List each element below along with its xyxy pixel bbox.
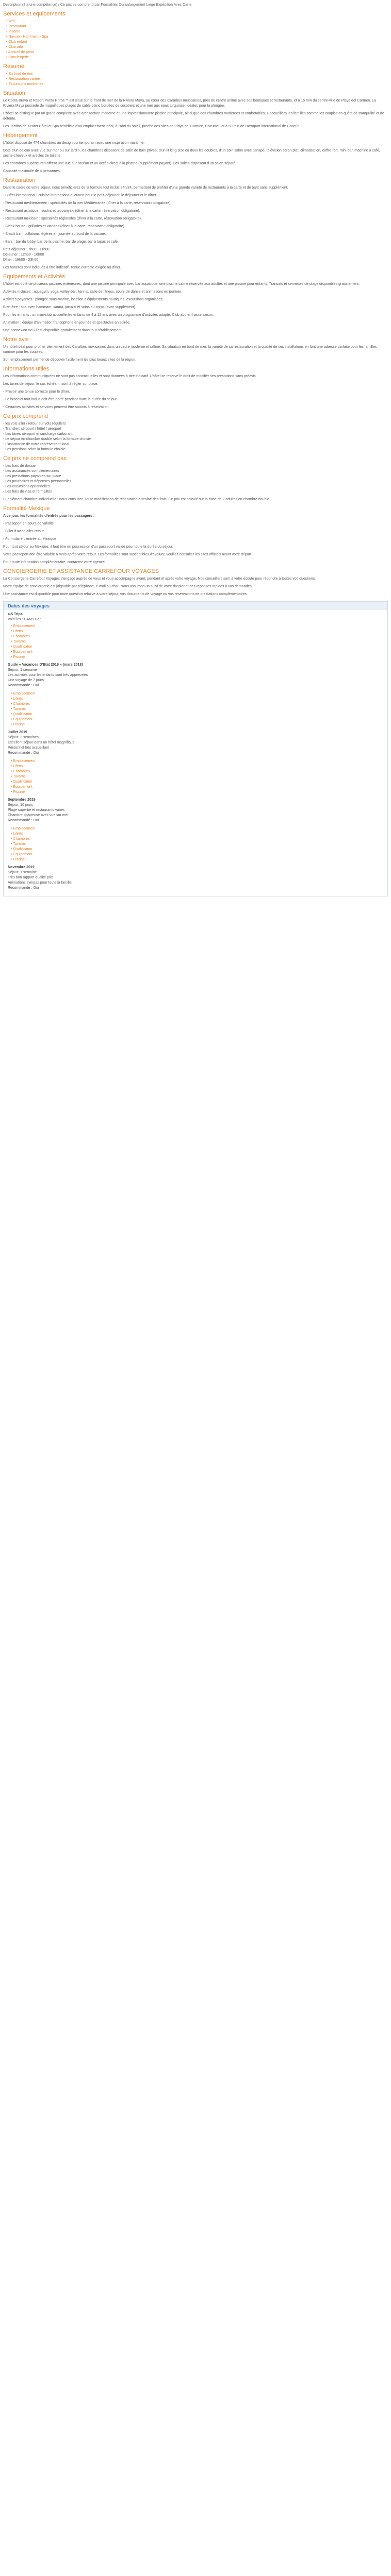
recommend-value: Oui [33, 684, 39, 687]
list-item: • Liferts [11, 764, 383, 769]
paragraph: Les taxes de séjour, le cas échéant, sont à régler sur place. [3, 382, 99, 386]
list-item: • Liferts [11, 629, 383, 634]
resume-title: Résumé [3, 63, 24, 70]
paragraph: Votre passeport doit être valable 6 mois après votre retour. Les formalités sont susceptibles d'évoluer, veuillez consulter les sites officiels avant votre départ. [3, 553, 252, 556]
list-item: - Les frais de visa et formalités [3, 490, 52, 494]
services-item: • Restaurant [6, 24, 388, 29]
services-item: • Club enfant [6, 40, 388, 45]
list-item: • Piscine [11, 790, 383, 795]
trip-date: Guide « Vacances D'Etat 2019 » (mars 2018) [8, 663, 83, 667]
list-item: - Les pensions selon la formule choisie [3, 448, 66, 451]
list-item: • Emplacement [11, 826, 383, 832]
paragraph: Notre équipe de conciergerie est joignable par téléphone, e-mail ou chat. Nous assurons un suivi de votre dossier et des réponses rapides à vos demandes. [3, 585, 253, 588]
list-item: • Équipement [11, 717, 383, 722]
prix-ne-comprend-list [3, 464, 388, 502]
list-item: - Transfert aéroport / hôtel / aéroport [3, 427, 61, 431]
equipements-text [3, 282, 388, 333]
voyages-list [8, 624, 383, 660]
paragraph: - Billet d'avion aller-retour [3, 530, 44, 533]
paragraph: - Restaurant méditerranéen : spécialités de la mer Méditerranée (dîner à la carte, réservation obligatoire). [3, 201, 172, 205]
restauration-title: Restauration [3, 177, 36, 183]
voyages-list [8, 691, 383, 727]
trip-line: Chambre spacieuse avec vue sur mer [8, 814, 69, 817]
paragraph: L'hôtel est doté de plusieurs piscines extérieures, dont une piscine principale avec bar aquatique, une piscine calme réservée aux adultes et une piscine pour enfants. Transats et serviettes de plage disponibles gratuitement. [3, 282, 360, 286]
services-item: • Club ado [6, 45, 388, 50]
trip-line: Une voyage de 7 jours [8, 679, 44, 682]
restauration-text [3, 185, 388, 270]
recommend-label: Recommandé : [8, 819, 32, 822]
list-item: • Équipement [11, 785, 383, 790]
resume-item: • Excursions modernes [6, 82, 388, 87]
trip-line: Excellent séjour dans un hôtel magnifique [8, 741, 75, 744]
list-item: • Chambres [11, 837, 383, 842]
voyages-title: Dates des voyages [4, 602, 387, 610]
paragraph: - Steak house : grillades et viandes (dîner à la carte, réservation obligatoire). [3, 225, 125, 228]
list-item: - Les assurances complémentaires [3, 469, 59, 473]
recommend-label: Recommandé : [8, 751, 32, 755]
services-item: • Accueil de paret [6, 50, 388, 55]
list-item: • Tavarns [11, 639, 383, 645]
list-item: • Emplacement [11, 691, 383, 697]
conciergerie-text [3, 577, 388, 597]
list-item: • Équipement [11, 852, 383, 857]
list-item: - Les frais de dossier [3, 464, 37, 468]
intro-text: Description (2 a une compétence) / Ce prix se comprend par Formalités Consulargement Liegé Expédition Avec Carte [3, 3, 192, 7]
trip-line: Animations sympas pour toute la famille [8, 881, 72, 885]
formalites-title: Formalité Mexique [3, 505, 50, 512]
paragraph: - Certaines activités et services peuvent être soumis à réservation. [3, 405, 110, 409]
list-item: • Piscine [11, 722, 383, 727]
trip-line: Séjour: 10 jours [8, 803, 34, 807]
paragraph: Activités payantes : plongée sous-marine, location d'équipements nautiques, excursions organisées. [3, 298, 164, 301]
situation-title: Situation [3, 90, 25, 96]
list-item: - Les prestations payantes sur place [3, 474, 61, 478]
trip-entry [8, 663, 383, 688]
paragraph: Le Costa Brava et Resort Punta Prima ** est situé sur le front de mer de la Riviera Maya, au cœur des Caraïbes mexicaines, près du centre animé avec ses boutiques et restaurants, et à 15 min du centre-ville de Playa del Carmen. La Riviera Maya possède de magnifiques plages de sable blanc bordées de cocotiers et une mer aux eaux turquoise, idéales pour la plongée. [3, 99, 376, 108]
horaire: Petit déjeuner : 7h00 - 11h00 [3, 248, 50, 251]
list-item: - Les pourboires et dépenses personnelles [3, 480, 72, 483]
paragraph: Une connexion Wi-Fi est disponible gratuitement dans tout l'établissement. [3, 329, 123, 332]
list-item: • Tavarns [11, 842, 383, 847]
list-item: • Piscine [11, 655, 383, 660]
trip-entry [8, 798, 383, 823]
list-item: • Emplacement [11, 759, 383, 764]
recommend-label: Recommandé : [8, 886, 32, 890]
prix-comprend-title: Ce prix comprend [3, 413, 48, 419]
hebergement-title: Hébergement [3, 132, 38, 139]
resume-list [3, 72, 388, 87]
paragraph: Son emplacement permet de découvrir facilement les plus beaux sites de la région. [3, 358, 136, 362]
trip-line: Les activités pour les enfants sont très appréciées [8, 673, 88, 677]
resume-item: • En bord de mer [6, 72, 388, 77]
paragraph: Une assistance est disponible pour toute question relative à votre séjour, vos documents de voyage ou vos réservations de prestations complémentaires. [3, 592, 248, 596]
horaire: Déjeuner : 12h30 - 16h00 [3, 253, 44, 257]
list-item: • Chambres [11, 769, 383, 774]
trip-line: Plage superbe et restaurants variés [8, 808, 65, 812]
paragraph: Animation : équipe d'animation francophone en journée et spectacles en soirée. [3, 321, 131, 325]
services-item: • Conciergerie [6, 55, 388, 60]
voyages-panel [3, 601, 388, 896]
paragraph: - Formulaire d'entrée au Mexique [3, 537, 56, 541]
list-item: • Tavarns [11, 707, 383, 712]
paragraph: Activités incluses : aquagym, yoga, volley-ball, tennis, salle de fitness, cours de danse et animations en journée. [3, 290, 183, 294]
list-item: - Les taxes aéroport et surcharge carburant [3, 432, 73, 436]
resume-item: • Restauration variée [6, 77, 388, 82]
list-item: • Liferts [11, 697, 383, 702]
prix-ne-comprend-title: Ce prix ne comprend pas [3, 455, 67, 462]
services-item: • Wifi [6, 19, 388, 24]
restauration-note: Les horaires sont indiqués à titre indicatif. Tenue correcte exigée au dîner. [3, 266, 121, 269]
voyages-body [4, 610, 387, 896]
avis-text [3, 345, 388, 363]
horaire: Dîner : 18h00 - 23h00 [3, 258, 39, 262]
list-item: • Qualificaton [11, 645, 383, 650]
paragraph: La Conciergerie Carrefour Voyages s'engage auprès de vous et vous accompagne avant, pendant et après votre voyage. Nos conseillers sont à votre écoute pour répondre à toutes vos questions. [3, 577, 316, 581]
recommend-value: Oui [33, 819, 39, 822]
recommend-value: Oui [33, 751, 39, 755]
recommend-value: Oui [33, 886, 39, 890]
trip-date: Septembre 2019 [8, 798, 36, 802]
hebergement-text [3, 141, 388, 174]
avis-title: Notre avis [3, 336, 29, 343]
paragraph: Les informations communiquées ne sont pas contractuelles et sont données à titre indicatif. L'hôtel se réserve le droit de modifier ses prestations sans préavis. [3, 375, 257, 378]
services-item: • Navine - Hammam - Spa [6, 35, 388, 40]
services-list [3, 19, 388, 60]
equipements-title: Equipements et Activités [3, 274, 65, 280]
situation-text [3, 98, 388, 129]
paragraph: Pour tout séjour au Mexique, il faut être en possession d'un passeport valide pour toute la durée du séjour. [3, 545, 173, 549]
paragraph: Dans le cadre de votre séjour, nous bénéficierez de la formule tout inclus 24h/24, permettant de profiter d'une grande variété de restaurants à la carte et de bars sans supplément. [3, 186, 288, 190]
paragraph: L'hôtel dispose de 474 chambres au design contemporain avec une inspiration maritime. [3, 141, 145, 145]
paragraph: A ce jour, les formalités d'entrée pour les passagers : [3, 514, 95, 518]
trip-entry [8, 730, 383, 756]
paragraph: Capacité maximale de 4 personnes. [3, 170, 61, 173]
paragraph: - Prévoir une tenue correcte pour le dîner. [3, 390, 70, 394]
paragraph: - Restaurant asiatique : sushis et teppanyaki (dîner à la carte, réservation obligatoire). [3, 209, 140, 213]
trip-line: Séjour: 1 semaine [8, 871, 37, 874]
list-item: • Piscine [11, 857, 383, 862]
paragraph: - Restaurant mexicain : spécialités régionales (dîner à la carte, réservation obligatoire). [3, 217, 142, 221]
paragraph: - Bars : bar du lobby, bar de la piscine, bar de plage, bar à tapas et café. [3, 240, 119, 244]
list-item: • Qualificaton [11, 779, 383, 785]
voyages-list [8, 826, 383, 862]
list-item: - les vols aller / retour sur vols réguliers [3, 422, 66, 426]
paragraph: Bien-être : spa avec hammam, sauna, jacuzzi et soins du corps (avec supplément). [3, 306, 136, 309]
list-item: • Chambres [11, 702, 383, 707]
infos-title: Informations utiles [3, 366, 50, 372]
list-item: • Liferts [11, 832, 383, 837]
services-title: Services et equipements [3, 11, 66, 17]
trip-line: Personnel très accueillant [8, 746, 50, 750]
list-item: - Le séjour en chambre double selon la formule choisie [3, 437, 91, 441]
trip-line: Séjour: 2 semaines [8, 736, 39, 739]
list-item: • Qualificaton [11, 847, 383, 852]
paragraph: Doté d'un balcon avec vue sur mer ou sur jardin, les chambres disposent de salle de bain privée, d'un lit king size ou deux lits doubles, d'un coin salon avec canapé, télévision écran plat, climatisation, coffre-fort, mini-bar, machine à café, sèche-cheveux et articles de toilette. [3, 149, 380, 158]
formalites-text [3, 514, 388, 565]
list-item: • Tavarns [11, 774, 383, 779]
voyages-meta: Voici les : DAM9 Bdrj [8, 618, 42, 621]
recommend-label: Recommandé : [8, 684, 32, 687]
paragraph: Les chambres supérieures offrent une vue sur l'océan et un accès direct à la piscine (supplément payant). Les suites disposent d'un salon séparé. [3, 162, 237, 165]
paragraph: Les Jardins de Xcaret Hôtel et Spa bénéficie d'un emplacement idéal, à l'abri du soleil, proche des sites de Playa del Carmen, Cozumel, et à 50 min de l'aéroport international de Cancún. [3, 125, 301, 128]
trip-line: Séjour: 1 semaine [8, 668, 37, 672]
trip-entry [8, 865, 383, 891]
paragraph: - Passeport en cours de validité [3, 522, 54, 526]
trip-line: Très bon rapport qualité prix [8, 876, 53, 879]
paragraph: - Buffet international : cuisine internationale, ouvert pour le petit-déjeuner, le déjeuner et le dîner. [3, 194, 157, 197]
infos-text [3, 374, 388, 410]
paragraph: Un hôtel idéal pour profiter pleinement des Caraïbes mexicaines dans un cadre moderne et raffiné. Sa situation en bord de mer, la variété de sa restauration et la qualité de ses installations en font une adresse parfaite pour les familles comme pour les couples. [3, 345, 377, 354]
list-item: - Les excursions optionnelles [3, 485, 50, 488]
list-item: • Emplacement [11, 624, 383, 629]
voyages-list [8, 759, 383, 795]
prix-comprend-list [3, 421, 388, 452]
conciergerie-title: CONCIERGERIE ET ASSISTANCE CARREFOUR VOYAGES [3, 568, 159, 574]
paragraph: - Snack bar : collations légères en journée au bord de la piscine. [3, 232, 106, 236]
list-item: • Chambres [11, 634, 383, 639]
services-item: • Piscine [6, 29, 388, 35]
voyages-subtitle: 4-5 Trips [8, 613, 23, 616]
list-item: • Équipement [11, 650, 383, 655]
paragraph: Pour les enfants : un mini-club accueille les enfants de 4 à 12 ans avec un programme d'activités adapté. Club ado en haute saison. [3, 313, 214, 317]
trip-date: Novembre 2019 [8, 866, 35, 869]
paragraph: Pour toute information complémentaire, contactez votre agence. [3, 561, 106, 564]
paragraph: L'hôtel se distingue par un grand complexe avec architecture moderne et une impressionnante piscine principale, ainsi que des chambres modernes et confortables. Il accueillera les familles comme les couples en quête de tranquillité et de détente. [3, 112, 384, 121]
paragraph: Supplément chambre individuelle : nous consulter. Toute modification de réservation entraîne des frais. Ce prix est calculé sur la base de 2 adultes en chambre double. [3, 498, 270, 501]
paragraph: - Le bracelet tout inclus doit être porté pendant toute la durée du séjour. [3, 398, 118, 401]
list-item: - L'assistance de notre représentant local [3, 443, 69, 446]
trip-date: Juillet 2019 [8, 731, 27, 734]
list-item: • Qualificaton [11, 712, 383, 717]
